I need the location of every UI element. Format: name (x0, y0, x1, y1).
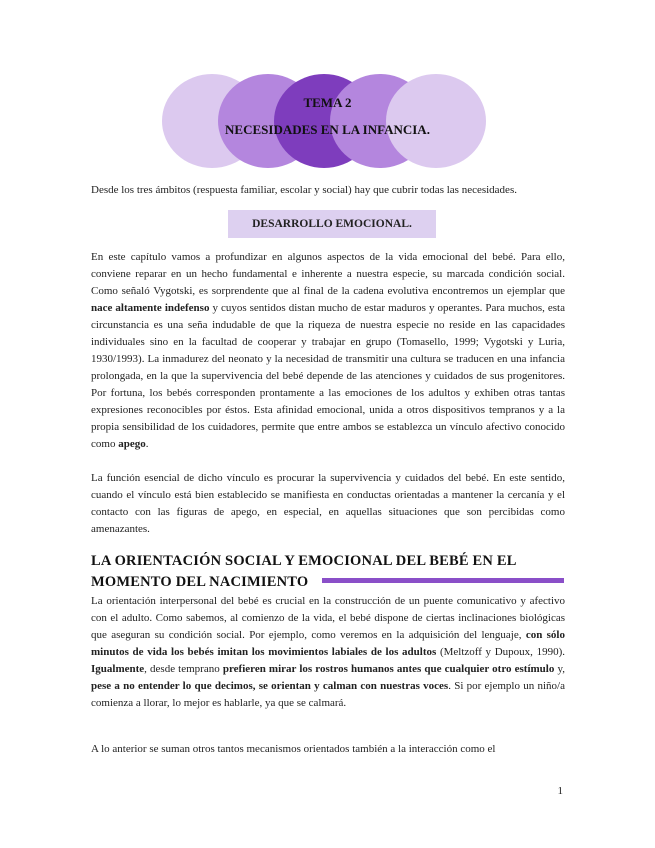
page-title: NECESIDADES EN LA INFANCIA. (225, 122, 430, 137)
topic-label: TEMA 2 (303, 95, 352, 110)
paragraph-emotional-development (91, 249, 565, 453)
text-run: La orientación interpersonal del bebé es crucial en la construcción de un puente comunicativo y afectivo con el adulto. Como sabemos, al comienzo de la vida, el bebé dispone de ciertas inclinaciones biológicas que aseguran su condición social. Por ejemplo, como veremos en la adquisición del lenguaje, (91, 595, 565, 641)
intro-paragraph: Desde los tres ámbitos (respuesta familiar, escolar y social) hay que cubrir todas las necesidades. (91, 184, 517, 196)
page-number: 1 (557, 785, 563, 797)
paragraph-continuation: A lo anterior se suman otros tantos mecanismos orientados también a la interacción como el (91, 743, 496, 755)
bold-text: apego (118, 438, 146, 450)
text-run: y cuyos sentidos distan mucho de estar maduros y operantes. Para muchos, esta circunstancia es una seña indudable de que la riqueza de nuestra especie no reside en las capacidades individuales sino en la facultad de cooperar y trabajar en grupo (Tomasello, 1999; Vygotski y Luria, 1930/1993). La inmadurez del neonato y la necesidad de transmitir una cultura se traducen en una infancia prolongada, en la que la supervivencia del bebé depende de las atenciones y cuidados de sus progenitores. Por fortuna, los bebés corresponden prontamente a las emociones de los adultos y exhiben otras tantas expresiones reconocibles por éstos. Esta afinidad emocional, unida a otros dispositivos tempranos y a la propia sensibilidad de los cuidadores, permite que entre ambos se establezca un vínculo afectivo conocido como (91, 302, 565, 450)
paragraph-attachment-function: La función esencial de dicho vínculo es procurar la supervivencia y cuidados del bebé. En este sentido, cuando el vínculo está bien establecido se manifiesta en conductas orientadas a mantener la cercanía y el contacto con las figuras de apego, en especial, en aquellas situaciones que son percibidas como amenazantes. (91, 472, 565, 535)
bold-text: con sólo minutos de vida los bebés imitan los movimientos labiales de los adultos (91, 629, 565, 658)
bold-text: Igualmente (91, 663, 145, 675)
text-run: y, (554, 663, 565, 675)
title-circles-decoration (162, 74, 462, 168)
paragraph-social-orientation (91, 593, 565, 712)
text-run: (Meltzoff y Dupoux, 1990). (436, 646, 565, 658)
decor-circle-5 (386, 74, 486, 168)
text-run: En este capítulo vamos a profundizar en algunos aspectos de la vida emocional del bebé. Para ello, conviene reparar en un hecho fundamental e inherente a nuestra especie, su marcada condición social. Como señaló Vygotski, es sorprendente que al final de la cadena evolutiva encontremos un ejemplar que (91, 251, 565, 297)
bold-text: pese a no entender lo que decimos, se orientan y calman con nuestras voces (91, 680, 449, 692)
bold-text: prefieren mirar los rostros humanos antes que cualquier otro estímulo (222, 663, 555, 675)
section-heading-line2: MOMENTO DEL NACIMIENTO (91, 574, 309, 590)
text-run: . (145, 438, 149, 450)
text-run: . Si por ejemplo un niño/a comienza a llorar, lo mejor es hablarle, ya que se calmará. (91, 680, 566, 709)
heading-accent-bar (322, 578, 564, 583)
section-heading-line1: LA ORIENTACIÓN SOCIAL Y EMOCIONAL DEL BEBÉ EN EL (91, 553, 517, 569)
section-title-box: DESARROLLO EMOCIONAL. (228, 210, 436, 238)
text-run: , desde temprano (144, 663, 223, 675)
bold-text: nace altamente indefenso (91, 302, 210, 314)
